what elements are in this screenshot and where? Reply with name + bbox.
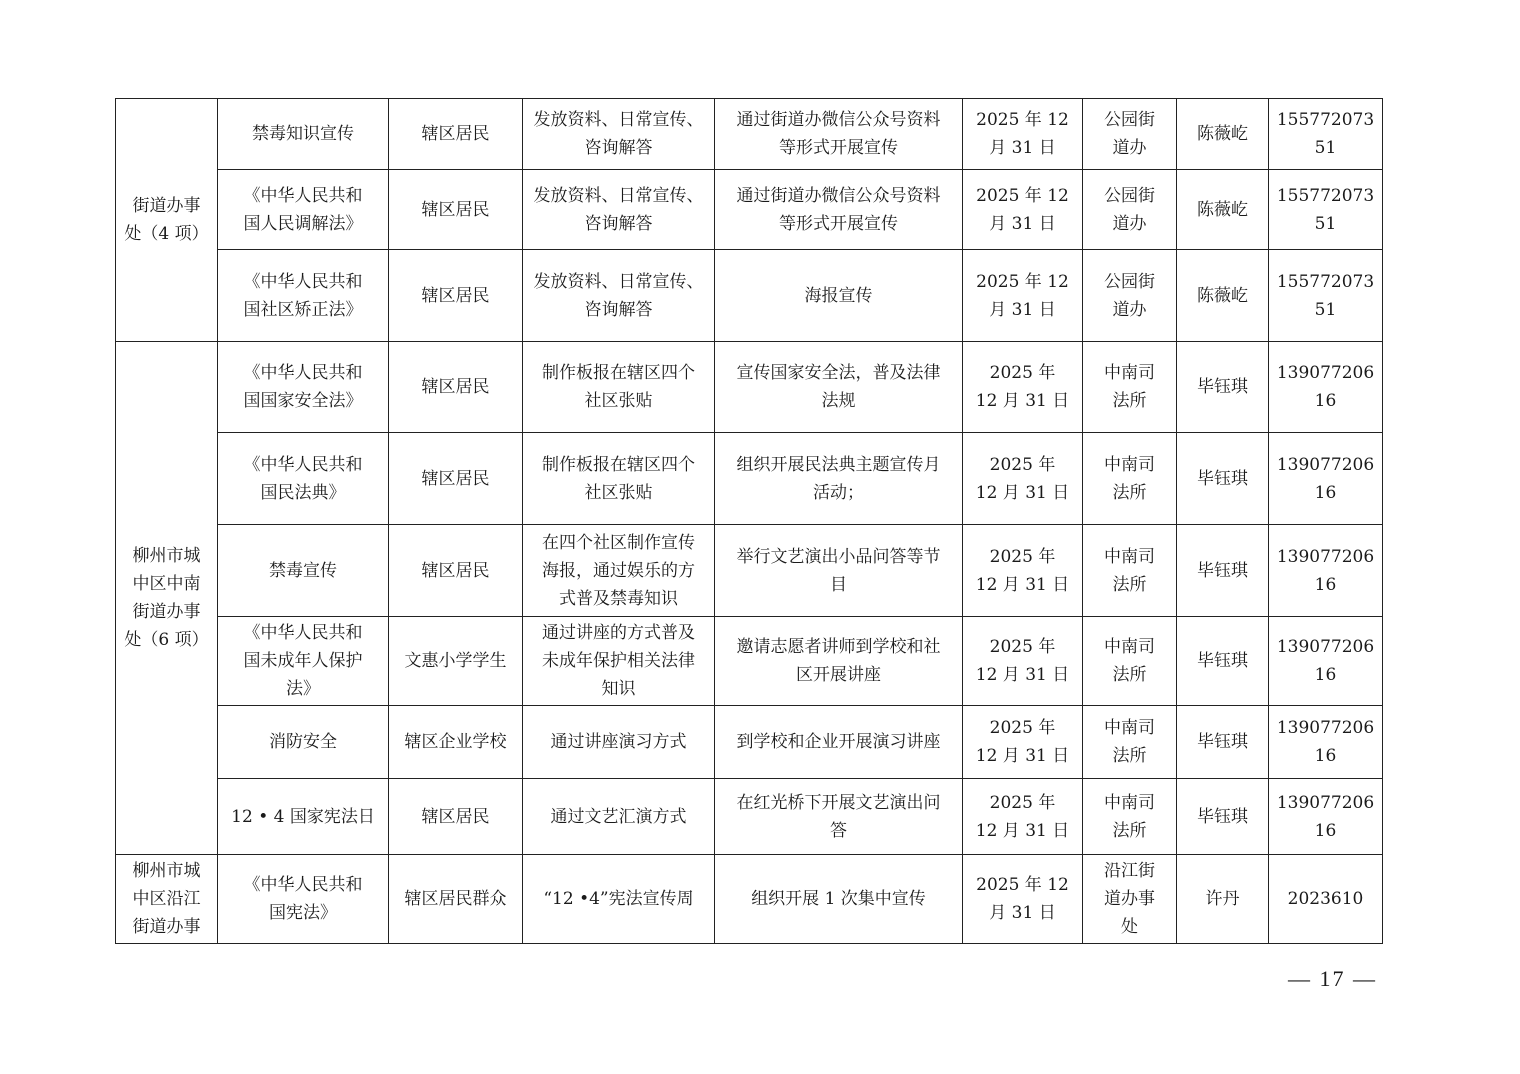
- topic-cell: 《中华人民共和 国未成年人保护 法》: [218, 617, 389, 706]
- unit-cell: 街道办事 处（4 项）: [116, 99, 218, 342]
- table-row: [116, 99, 1383, 170]
- deadline-cell: 2025 年 12 月 31 日: [963, 779, 1083, 855]
- topic-cell: 《中华人民共和 国人民调解法》: [218, 170, 389, 250]
- table-row: [116, 525, 1383, 617]
- table-row: [116, 250, 1383, 342]
- deadline-cell: 2025 年 12 月 31 日: [963, 855, 1083, 944]
- target-cell: 文惠小学学生: [389, 617, 523, 706]
- topic-cell: 禁毒宣传: [218, 525, 389, 617]
- deadline-cell: 2025 年 12 月 31 日: [963, 433, 1083, 525]
- topic-cell: 12 • 4 国家宪法日: [218, 779, 389, 855]
- form-cell: “12 •4”宪法宣传周: [523, 855, 715, 944]
- phone-cell: 139077206 16: [1269, 779, 1383, 855]
- target-cell: 辖区居民: [389, 779, 523, 855]
- dept-cell: 沿江街 道办事 处: [1083, 855, 1177, 944]
- content-cell: 邀请志愿者讲师到学校和社 区开展讲座: [715, 617, 963, 706]
- dept-cell: 公园街 道办: [1083, 170, 1177, 250]
- deadline-cell: 2025 年 12 月 31 日: [963, 525, 1083, 617]
- target-cell: 辖区居民群众: [389, 855, 523, 944]
- content-cell: 海报宣传: [715, 250, 963, 342]
- dept-cell: 中南司 法所: [1083, 779, 1177, 855]
- content-cell: 在红光桥下开展文艺演出问 答: [715, 779, 963, 855]
- phone-cell: 139077206 16: [1269, 525, 1383, 617]
- deadline-cell: 2025 年 12 月 31 日: [963, 250, 1083, 342]
- deadline-cell: 2025 年 12 月 31 日: [963, 170, 1083, 250]
- content-cell: 组织开展 1 次集中宣传: [715, 855, 963, 944]
- topic-cell: 《中华人民共和 国社区矫正法》: [218, 250, 389, 342]
- deadline-cell: 2025 年 12 月 31 日: [963, 99, 1083, 170]
- person-cell: 陈薇屹: [1177, 170, 1269, 250]
- target-cell: 辖区企业学校: [389, 706, 523, 779]
- dept-cell: 公园街 道办: [1083, 99, 1177, 170]
- phone-cell: 139077206 16: [1269, 342, 1383, 433]
- topic-cell: 禁毒知识宣传: [218, 99, 389, 170]
- form-cell: 制作板报在辖区四个 社区张贴: [523, 342, 715, 433]
- target-cell: 辖区居民: [389, 99, 523, 170]
- person-cell: 陈薇屹: [1177, 250, 1269, 342]
- form-cell: 发放资料、日常宣传、 咨询解答: [523, 170, 715, 250]
- table-row: [116, 170, 1383, 250]
- unit-cell: 柳州市城 中区沿江 街道办事: [116, 855, 218, 944]
- table-row: [116, 706, 1383, 779]
- person-cell: 毕钰琪: [1177, 779, 1269, 855]
- target-cell: 辖区居民: [389, 525, 523, 617]
- phone-cell: 155772073 51: [1269, 99, 1383, 170]
- form-cell: 发放资料、日常宣传、 咨询解答: [523, 250, 715, 342]
- table-row: [116, 855, 1383, 944]
- dept-cell: 中南司 法所: [1083, 706, 1177, 779]
- form-cell: 通过讲座演习方式: [523, 706, 715, 779]
- person-cell: 毕钰琪: [1177, 525, 1269, 617]
- target-cell: 辖区居民: [389, 433, 523, 525]
- table-row: [116, 617, 1383, 706]
- content-cell: 到学校和企业开展演习讲座: [715, 706, 963, 779]
- form-cell: 通过讲座的方式普及 未成年保护相关法律 知识: [523, 617, 715, 706]
- unit-cell: 柳州市城 中区中南 街道办事 处（6 项）: [116, 342, 218, 855]
- content-cell: 通过街道办微信公众号资料 等形式开展宣传: [715, 170, 963, 250]
- target-cell: 辖区居民: [389, 342, 523, 433]
- phone-cell: 155772073 51: [1269, 170, 1383, 250]
- person-cell: 陈薇屹: [1177, 99, 1269, 170]
- person-cell: 毕钰琪: [1177, 433, 1269, 525]
- form-cell: 在四个社区制作宣传 海报，通过娱乐的方 式普及禁毒知识: [523, 525, 715, 617]
- person-cell: 许丹: [1177, 855, 1269, 944]
- dept-cell: 中南司 法所: [1083, 525, 1177, 617]
- person-cell: 毕钰琪: [1177, 617, 1269, 706]
- topic-cell: 《中华人民共和 国国家安全法》: [218, 342, 389, 433]
- form-cell: 发放资料、日常宣传、 咨询解答: [523, 99, 715, 170]
- dept-cell: 公园街 道办: [1083, 250, 1177, 342]
- table-row: [116, 433, 1383, 525]
- content-cell: 通过街道办微信公众号资料 等形式开展宣传: [715, 99, 963, 170]
- page-number: — 17 —: [1288, 966, 1377, 991]
- target-cell: 辖区居民: [389, 170, 523, 250]
- phone-cell: 139077206 16: [1269, 433, 1383, 525]
- dept-cell: 中南司 法所: [1083, 617, 1177, 706]
- table-row: [116, 342, 1383, 433]
- phone-cell: 139077206 16: [1269, 617, 1383, 706]
- phone-cell: 139077206 16: [1269, 706, 1383, 779]
- form-cell: 通过文艺汇演方式: [523, 779, 715, 855]
- topic-cell: 《中华人民共和 国宪法》: [218, 855, 389, 944]
- content-cell: 举行文艺演出小品问答等节 目: [715, 525, 963, 617]
- topic-cell: 消防安全: [218, 706, 389, 779]
- dept-cell: 中南司 法所: [1083, 433, 1177, 525]
- phone-cell: 2023610: [1269, 855, 1383, 944]
- table-row: [116, 779, 1383, 855]
- content-cell: 宣传国家安全法，普及法律 法规: [715, 342, 963, 433]
- activity-table: [115, 98, 1383, 944]
- deadline-cell: 2025 年 12 月 31 日: [963, 342, 1083, 433]
- deadline-cell: 2025 年 12 月 31 日: [963, 617, 1083, 706]
- phone-cell: 155772073 51: [1269, 250, 1383, 342]
- topic-cell: 《中华人民共和 国民法典》: [218, 433, 389, 525]
- form-cell: 制作板报在辖区四个 社区张贴: [523, 433, 715, 525]
- content-cell: 组织开展民法典主题宣传月 活动；: [715, 433, 963, 525]
- person-cell: 毕钰琪: [1177, 706, 1269, 779]
- person-cell: 毕钰琪: [1177, 342, 1269, 433]
- target-cell: 辖区居民: [389, 250, 523, 342]
- deadline-cell: 2025 年 12 月 31 日: [963, 706, 1083, 779]
- dept-cell: 中南司 法所: [1083, 342, 1177, 433]
